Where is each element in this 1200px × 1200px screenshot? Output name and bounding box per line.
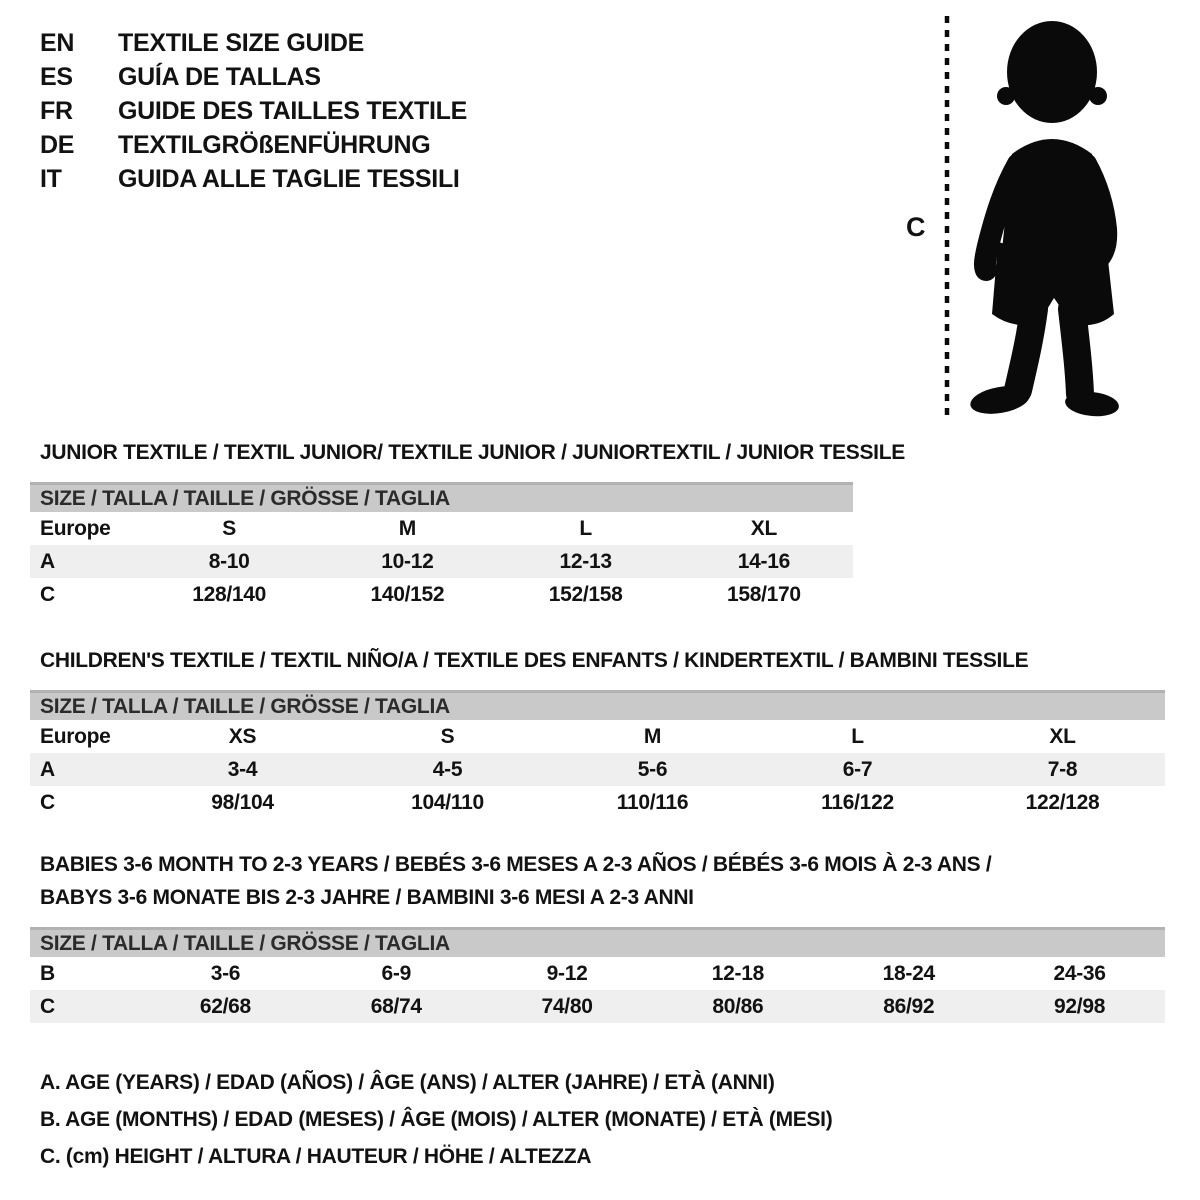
table-cell: XL	[750, 516, 777, 540]
babies-size-table	[30, 927, 1165, 1023]
row-label: Europe	[40, 516, 111, 540]
section-title	[40, 436, 905, 469]
table-cell: 98/104	[211, 790, 274, 814]
children-size-table	[30, 690, 1165, 819]
section-babies-textile	[30, 848, 1165, 1023]
language-row	[40, 94, 467, 128]
size-header-bar: SIZE / TALLA / TAILLE / GRÖSSE / TAGLIA	[30, 690, 1165, 720]
toddler-silhouette-icon	[952, 14, 1144, 418]
table-cell: 7-8	[1047, 757, 1078, 781]
table-cell: 4-5	[432, 757, 463, 781]
row-label: A	[40, 549, 55, 573]
row-label: B	[40, 961, 55, 985]
legend-line-c: C. (cm) HEIGHT / ALTURA / HAUTEUR / HÖHE / ALTEZZA	[40, 1145, 592, 1168]
table-cell: 5-6	[637, 757, 668, 781]
table-row	[30, 545, 853, 578]
table-cell: 104/110	[411, 790, 484, 814]
table-cell: XL	[1049, 724, 1076, 748]
legend-line-b: B. AGE (MONTHS) / EDAD (MESES) / ÂGE (MOIS) / ALTER (MONATE) / ETÀ (MESI)	[40, 1108, 833, 1131]
section-title-line: CHILDREN'S TEXTILE / TEXTIL NIÑO/A / TEXTILE DES ENFANTS / KINDERTEXTIL / BAMBINI TESSILE	[40, 649, 1029, 672]
table-cell: 9-12	[546, 961, 588, 985]
table-cell: 10-12	[381, 549, 434, 573]
section-childrens-textile	[30, 644, 1165, 819]
section-junior-textile	[30, 436, 905, 611]
table-cell: 3-4	[227, 757, 258, 781]
language-row	[40, 128, 467, 162]
table-cell: XS	[228, 724, 257, 748]
size-header-bar: SIZE / TALLA / TAILLE / GRÖSSE / TAGLIA	[30, 482, 853, 512]
language-code: ES	[40, 63, 73, 91]
table-cell: 80/86	[712, 994, 764, 1018]
table-cell: 158/170	[726, 582, 801, 606]
table-cell: 74/80	[541, 994, 593, 1018]
section-title-line: BABYS 3-6 MONATE BIS 2-3 JAHRE / BAMBINI 3-6 MESI A 2-3 ANNI	[40, 886, 694, 909]
table-cell: S	[222, 516, 236, 540]
guide-title: GUIDE DES TAILLES TEXTILE	[118, 97, 468, 125]
table-cell: 116/122	[821, 790, 894, 814]
row-label: Europe	[40, 724, 111, 748]
height-label-c: C	[906, 212, 926, 242]
table-cell: 152/158	[548, 582, 623, 606]
table-cell: 12-13	[559, 549, 612, 573]
guide-title: GUIDA ALLE TAGLIE TESSILI	[118, 165, 460, 193]
table-row	[30, 786, 1165, 819]
table-cell: 68/74	[370, 994, 422, 1018]
guide-title: GUÍA DE TALLAS	[118, 63, 321, 91]
guide-title: TEXTILGRÖßENFÜHRUNG	[118, 131, 431, 159]
table-cell: M	[643, 724, 662, 748]
table-cell: L	[851, 724, 864, 748]
table-cell: 122/128	[1025, 790, 1100, 814]
table-cell: 3-6	[210, 961, 241, 985]
table-row	[30, 957, 1165, 990]
section-title-line: JUNIOR TEXTILE / TEXTIL JUNIOR/ TEXTILE JUNIOR / JUNIORTEXTIL / JUNIOR TESSILE	[40, 441, 905, 464]
table-cell: M	[398, 516, 416, 540]
language-row	[40, 162, 467, 196]
table-cell: 24-36	[1053, 961, 1106, 985]
row-label: A	[40, 757, 55, 781]
section-title	[40, 848, 1165, 914]
language-row	[40, 60, 467, 94]
table-cell: 14-16	[737, 549, 790, 573]
table-row	[30, 578, 853, 611]
table-cell: 12-18	[711, 961, 765, 985]
guide-title: TEXTILE SIZE GUIDE	[118, 29, 365, 57]
table-cell: 110/116	[616, 790, 689, 814]
language-code: FR	[40, 97, 73, 125]
language-row	[40, 26, 467, 60]
height-measure-dashed-line	[942, 16, 952, 416]
table-row	[30, 720, 1165, 753]
legend-line-a: A. AGE (YEARS) / EDAD (AÑOS) / ÂGE (ANS) / ALTER (JAHRE) / ETÀ (ANNI)	[40, 1071, 775, 1094]
row-label: C	[40, 994, 55, 1018]
table-cell: 18-24	[882, 961, 935, 985]
table-cell: S	[440, 724, 455, 748]
table-cell: 62/68	[199, 994, 251, 1018]
language-code: EN	[40, 29, 75, 57]
row-label: C	[40, 582, 55, 606]
table-cell: 92/98	[1054, 994, 1106, 1018]
size-header-bar: SIZE / TALLA / TAILLE / GRÖSSE / TAGLIA	[30, 927, 1165, 957]
table-cell: 8-10	[208, 549, 250, 573]
table-cell: 6-9	[381, 961, 411, 985]
table-row	[30, 990, 1165, 1023]
table-cell: 86/92	[883, 994, 935, 1018]
table-row	[30, 512, 853, 545]
table-cell: 6-7	[842, 757, 873, 781]
section-title-line: BABIES 3-6 MONTH TO 2-3 YEARS / BEBÉS 3-6 MESES A 2-3 AÑOS / BÉBÉS 3-6 MOIS À 2-3 ANS /	[40, 853, 992, 876]
legend	[40, 1064, 832, 1175]
language-code: DE	[40, 131, 75, 159]
table-row	[30, 753, 1165, 786]
junior-size-table	[30, 482, 853, 611]
row-label: C	[40, 790, 55, 814]
language-title-list	[40, 26, 467, 196]
section-title	[40, 644, 1165, 677]
table-cell: 140/152	[370, 582, 445, 606]
table-cell: 128/140	[192, 582, 267, 606]
table-cell: L	[579, 516, 592, 540]
language-code: IT	[40, 165, 62, 193]
